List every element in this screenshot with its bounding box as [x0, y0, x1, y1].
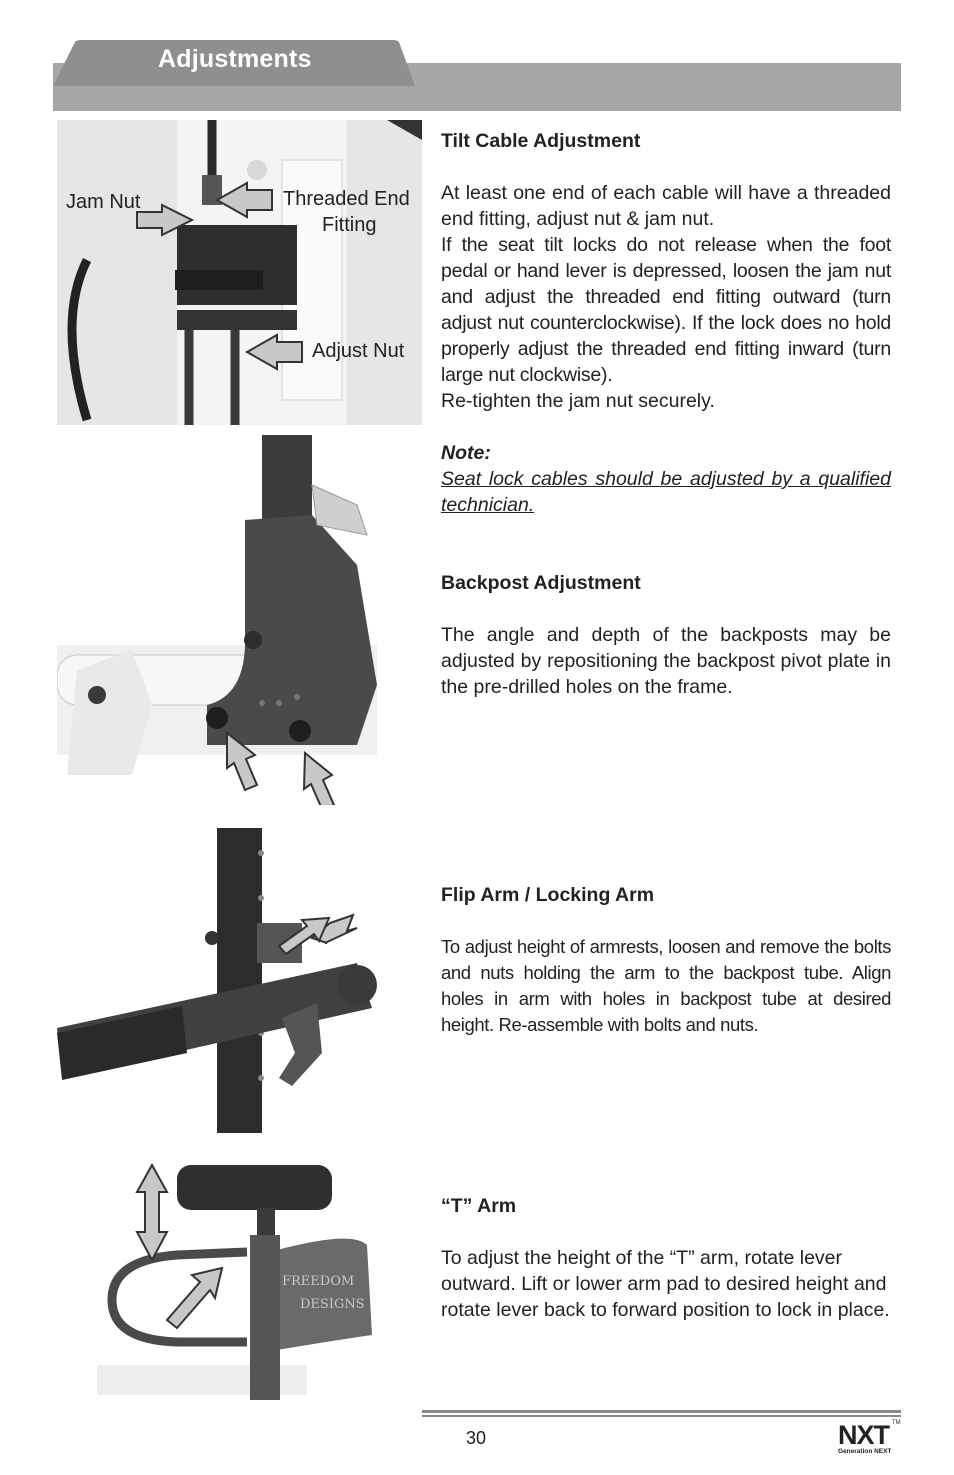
- tilt-cable-figure: [57, 120, 422, 425]
- tilt-cable-p3: Re-tighten the jam nut securely.: [441, 390, 715, 412]
- jam-nut-label: Jam Nut: [66, 191, 141, 213]
- note-title: Note:: [441, 442, 491, 464]
- freedom-text: FREEDOM: [282, 1274, 355, 1289]
- backpost-p1: The angle and depth of the backposts may be adjusted by repositioning the backpost pivot plate in the pre-drilled holes on the frame.: [441, 624, 891, 698]
- flip-arm-figure: [57, 828, 422, 1133]
- designs-text: DESIGNS: [300, 1297, 365, 1312]
- flip-arm-section: [441, 882, 891, 1038]
- backpost-heading: Backpost Adjustment: [441, 572, 641, 594]
- tilt-cable-section: [441, 128, 891, 518]
- tilt-cable-p1: At least one end of each cable will have a threaded end fitting, adjust nut & jam nut.: [441, 182, 891, 230]
- adjust-nut-label: Adjust Nut: [312, 340, 405, 362]
- flip-arm-heading: Flip Arm / Locking Arm: [441, 884, 655, 906]
- footer-rule-thin: [422, 1415, 901, 1417]
- footer-rule: [422, 1410, 901, 1413]
- t-arm-section: [441, 1193, 891, 1323]
- t-arm-p1: To adjust the height of the “T” arm, rotate lever outward. Lift or lower arm pad to desired height and rotate lever back to forward position to lock in place.: [441, 1247, 890, 1321]
- page-number: 30: [466, 1428, 487, 1448]
- tilt-cable-heading: Tilt Cable Adjustment: [441, 130, 641, 152]
- t-arm-figure: [57, 1160, 422, 1410]
- backpost-section: [441, 570, 891, 700]
- nxt-logo: [836, 1416, 902, 1456]
- tilt-cable-p2: If the seat tilt locks do not release when the foot pedal or hand lever is depressed, loosen the jam nut and adjust the threaded end fitting outward (turn adjust nut counterclockwise). If the lock does no hold properly adjust the threaded end fitting inward (turn large nut clockwise).: [441, 234, 891, 386]
- fitting-label: Fitting: [322, 214, 377, 236]
- note-text: Seat lock cables should be adjusted by a qualified technician.: [441, 468, 891, 516]
- t-arm-heading: “T” Arm: [441, 1195, 517, 1217]
- logo-tm: TM: [892, 1420, 901, 1426]
- flip-arm-p1: To adjust height of armrests, loosen and remove the bolts and nuts holding the arm to the backpost tube. Align holes in arm with holes in backpost tube at desired height. Re-assemble with bolts and nuts.: [441, 936, 891, 1035]
- logo-tagline: Generation NEXT: [838, 1448, 892, 1455]
- threaded-end-label: Threaded End: [283, 188, 410, 210]
- backpost-figure: [57, 435, 422, 805]
- logo-text: NXT: [838, 1420, 889, 1450]
- page-title: Adjustments: [158, 45, 312, 73]
